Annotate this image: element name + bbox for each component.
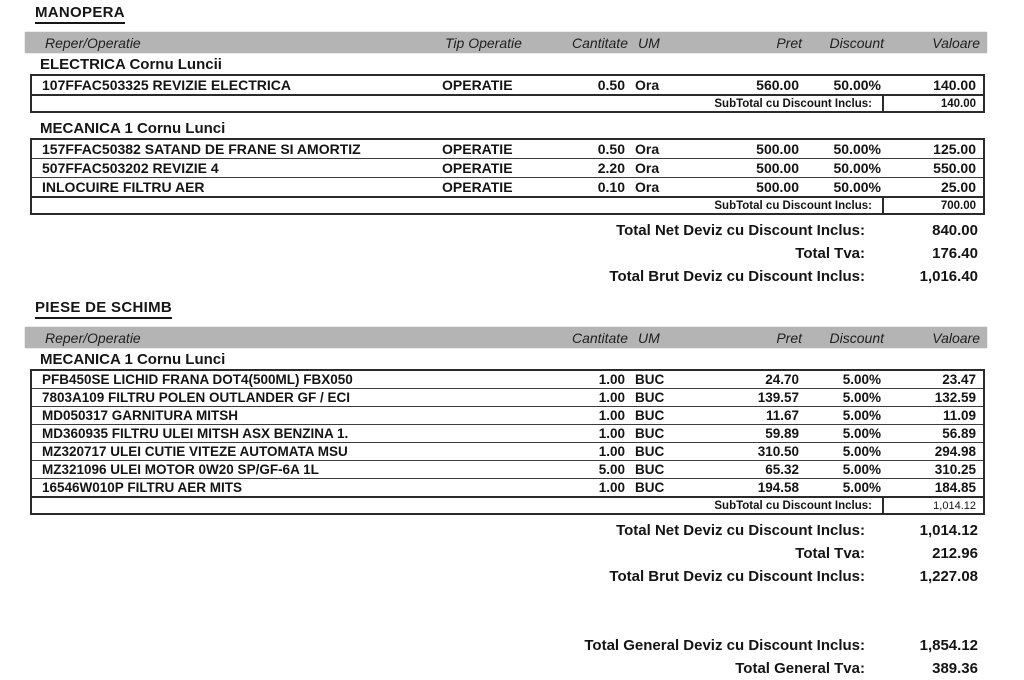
total-line-tva [30, 242, 985, 265]
cell-reper: 7803A109 FILTRU POLEN OUTLANDER GF / ECI [42, 390, 351, 405]
total-line-brut [30, 565, 985, 588]
subtotal-row [32, 94, 983, 111]
subtotal-row [32, 496, 983, 513]
manopera-electrica-rows [30, 74, 985, 113]
manopera-mecanica-rows [30, 138, 985, 215]
column-header-discount: Discount [829, 34, 884, 51]
piese-totals [30, 519, 985, 588]
cell-cantitate: 5.00 [598, 462, 625, 477]
cell-discount: 5.00% [842, 480, 881, 495]
subtotal-value: 140.00 [882, 96, 983, 111]
grand-totals [30, 634, 985, 680]
grand-total-label: Total General Tva: [735, 660, 865, 677]
cell-reper: MZ321096 ULEI MOTOR 0W20 SP/GF-6A 1L [42, 462, 319, 477]
manopera-totals [30, 219, 985, 288]
cell-pret: 310.50 [757, 444, 799, 459]
total-line-net [30, 219, 985, 242]
cell-discount: 50.00% [833, 141, 881, 157]
group-name-electrica: ELECTRICA Cornu Luncii [40, 56, 222, 73]
total-label: Total Net Deviz cu Discount Inclus: [616, 222, 865, 239]
table-row [32, 460, 983, 478]
cell-reper: 157FFAC50382 SATAND DE FRANE SI AMORTIZ [42, 141, 361, 157]
group-name-mecanica-1-piese: MECANICA 1 Cornu Lunci [40, 351, 226, 368]
column-header-discount: Discount [829, 329, 884, 346]
table-row [32, 406, 983, 424]
piese-rows [30, 369, 985, 515]
cell-reper: 16546W010P FILTRU AER MITS [42, 480, 243, 495]
cell-cantitate: 1.00 [598, 426, 625, 441]
column-header-valoare: Valoare [932, 34, 980, 51]
total-label: Total Net Deviz cu Discount Inclus: [616, 522, 865, 539]
cell-discount: 50.00% [833, 179, 881, 195]
cell-um: BUC [635, 408, 665, 423]
grand-total-label: Total General Deviz cu Discount Inclus: [584, 637, 865, 654]
table-row [32, 478, 983, 496]
cell-valoare: 550.00 [933, 160, 976, 176]
cell-um: BUC [635, 462, 665, 477]
cell-valoare: 294.98 [934, 444, 976, 459]
total-value: 212.96 [932, 545, 978, 562]
subtotal-value: 1,014.12 [882, 498, 983, 513]
cell-pret: 11.67 [765, 408, 799, 423]
total-line-brut [30, 265, 985, 288]
cell-cantitate: 1.00 [598, 372, 625, 387]
cell-um: BUC [635, 444, 665, 459]
cell-reper: MD360935 FILTRU ULEI MITSH ASX BENZINA 1. [42, 426, 349, 441]
cell-valoare: 56.89 [942, 426, 976, 441]
total-line-net [30, 519, 985, 542]
column-header-pret: Pret [776, 329, 802, 346]
cell-tip-operatie: OPERATIE [442, 179, 513, 195]
group-name-mecanica-1: MECANICA 1 Cornu Lunci [40, 120, 226, 137]
cell-discount: 50.00% [833, 77, 881, 93]
column-header-cantitate: Cantitate [571, 34, 628, 51]
cell-discount: 5.00% [842, 408, 881, 423]
cell-reper: INLOCUIRE FILTRU AER [42, 179, 205, 195]
cell-valoare: 132.59 [934, 390, 976, 405]
cell-discount: 5.00% [842, 372, 881, 387]
total-label: Total Tva: [795, 245, 865, 262]
total-label: Total Brut Deviz cu Discount Inclus: [609, 568, 865, 585]
cell-pret: 560.00 [756, 77, 799, 93]
cell-discount: 5.00% [842, 426, 881, 441]
table-row [32, 158, 983, 177]
column-header-pret: Pret [776, 34, 802, 51]
cell-um: Ora [635, 179, 660, 195]
cell-tip-operatie: OPERATIE [442, 141, 513, 157]
subtotal-value: 700.00 [882, 198, 983, 213]
cell-tip-operatie: OPERATIE [442, 160, 513, 176]
total-value: 1,227.08 [919, 568, 978, 585]
cell-um: BUC [635, 480, 665, 495]
cell-cantitate: 1.00 [598, 444, 625, 459]
cell-cantitate: 0.50 [597, 77, 625, 93]
cell-discount: 5.00% [842, 444, 881, 459]
grand-total-value: 389.36 [932, 660, 978, 677]
cell-um: BUC [635, 390, 665, 405]
section-title-manopera: MANOPERA [35, 5, 125, 24]
cell-pret: 65.32 [765, 462, 799, 477]
cell-cantitate: 1.00 [598, 408, 625, 423]
cell-um: Ora [635, 77, 660, 93]
grand-total-line [30, 634, 985, 657]
table-row [32, 442, 983, 460]
column-header-cantitate: Cantitate [571, 329, 628, 346]
column-header-reper-operatie: Reper/Operatie [45, 34, 141, 51]
cell-pret: 139.57 [757, 390, 799, 405]
cell-pret: 194.58 [757, 480, 799, 495]
section-title-piese-de-schimb: PIESE DE SCHIMB [35, 300, 172, 319]
subtotal-label: SubTotal cu Discount Inclus: [714, 97, 872, 110]
column-header-um: UM [638, 34, 660, 51]
subtotal-label: SubTotal cu Discount Inclus: [714, 499, 872, 512]
cell-valoare: 184.85 [934, 480, 976, 495]
subtotal-label: SubTotal cu Discount Inclus: [714, 199, 872, 212]
table-row [32, 177, 983, 196]
piese-table-header [25, 327, 987, 348]
cell-valoare: 310.25 [934, 462, 976, 477]
cell-discount: 5.00% [842, 462, 881, 477]
column-header-um: UM [638, 329, 660, 346]
cell-cantitate: 1.00 [598, 480, 625, 495]
cell-reper: MZ320717 ULEI CUTIE VITEZE AUTOMATA MSU [42, 444, 348, 459]
cell-reper: PFB450SE LICHID FRANA DOT4(500ML) FBX050 [42, 372, 353, 387]
cell-reper: MD050317 GARNITURA MITSH [42, 408, 239, 423]
cell-pret: 24.70 [765, 372, 799, 387]
cell-reper: 507FFAC503202 REVIZIE 4 [42, 160, 219, 176]
cell-tip-operatie: OPERATIE [442, 77, 513, 93]
cell-um: Ora [635, 160, 660, 176]
cell-valoare: 25.00 [940, 179, 976, 195]
cell-discount: 50.00% [833, 160, 881, 176]
table-row [32, 388, 983, 406]
manopera-table-header [25, 32, 987, 53]
total-value: 176.40 [932, 245, 978, 262]
column-header-tip-operatie: Tip Operatie [445, 34, 522, 51]
column-header-reper-operatie: Reper/Operatie [45, 329, 141, 346]
cell-cantitate: 0.50 [597, 141, 625, 157]
cell-reper: 107FFAC503325 REVIZIE ELECTRICA [42, 77, 291, 93]
cell-pret: 59.89 [765, 426, 799, 441]
cell-discount: 5.00% [842, 390, 881, 405]
cell-um: BUC [635, 372, 665, 387]
cell-valoare: 125.00 [933, 141, 976, 157]
total-value: 840.00 [932, 222, 978, 239]
cell-cantitate: 0.10 [597, 179, 625, 195]
cell-pret: 500.00 [756, 141, 799, 157]
total-line-tva [30, 542, 985, 565]
total-value: 1,014.12 [919, 522, 978, 539]
grand-total-value: 1,854.12 [919, 637, 978, 654]
cell-valoare: 23.47 [942, 372, 976, 387]
cell-um: Ora [635, 141, 660, 157]
table-row [32, 371, 983, 388]
table-row [32, 140, 983, 158]
total-label: Total Brut Deviz cu Discount Inclus: [609, 268, 865, 285]
subtotal-row [32, 196, 983, 213]
cell-cantitate: 2.20 [597, 160, 625, 176]
cell-cantitate: 1.00 [598, 390, 625, 405]
cell-um: BUC [635, 426, 665, 441]
cell-valoare: 140.00 [933, 77, 976, 93]
cell-pret: 500.00 [756, 160, 799, 176]
total-label: Total Tva: [795, 545, 865, 562]
table-row [32, 76, 983, 94]
table-row [32, 424, 983, 442]
total-value: 1,016.40 [919, 268, 978, 285]
cell-valoare: 11.09 [942, 408, 976, 423]
column-header-valoare: Valoare [932, 329, 980, 346]
cell-pret: 500.00 [756, 179, 799, 195]
grand-total-line-clipped [30, 657, 985, 680]
